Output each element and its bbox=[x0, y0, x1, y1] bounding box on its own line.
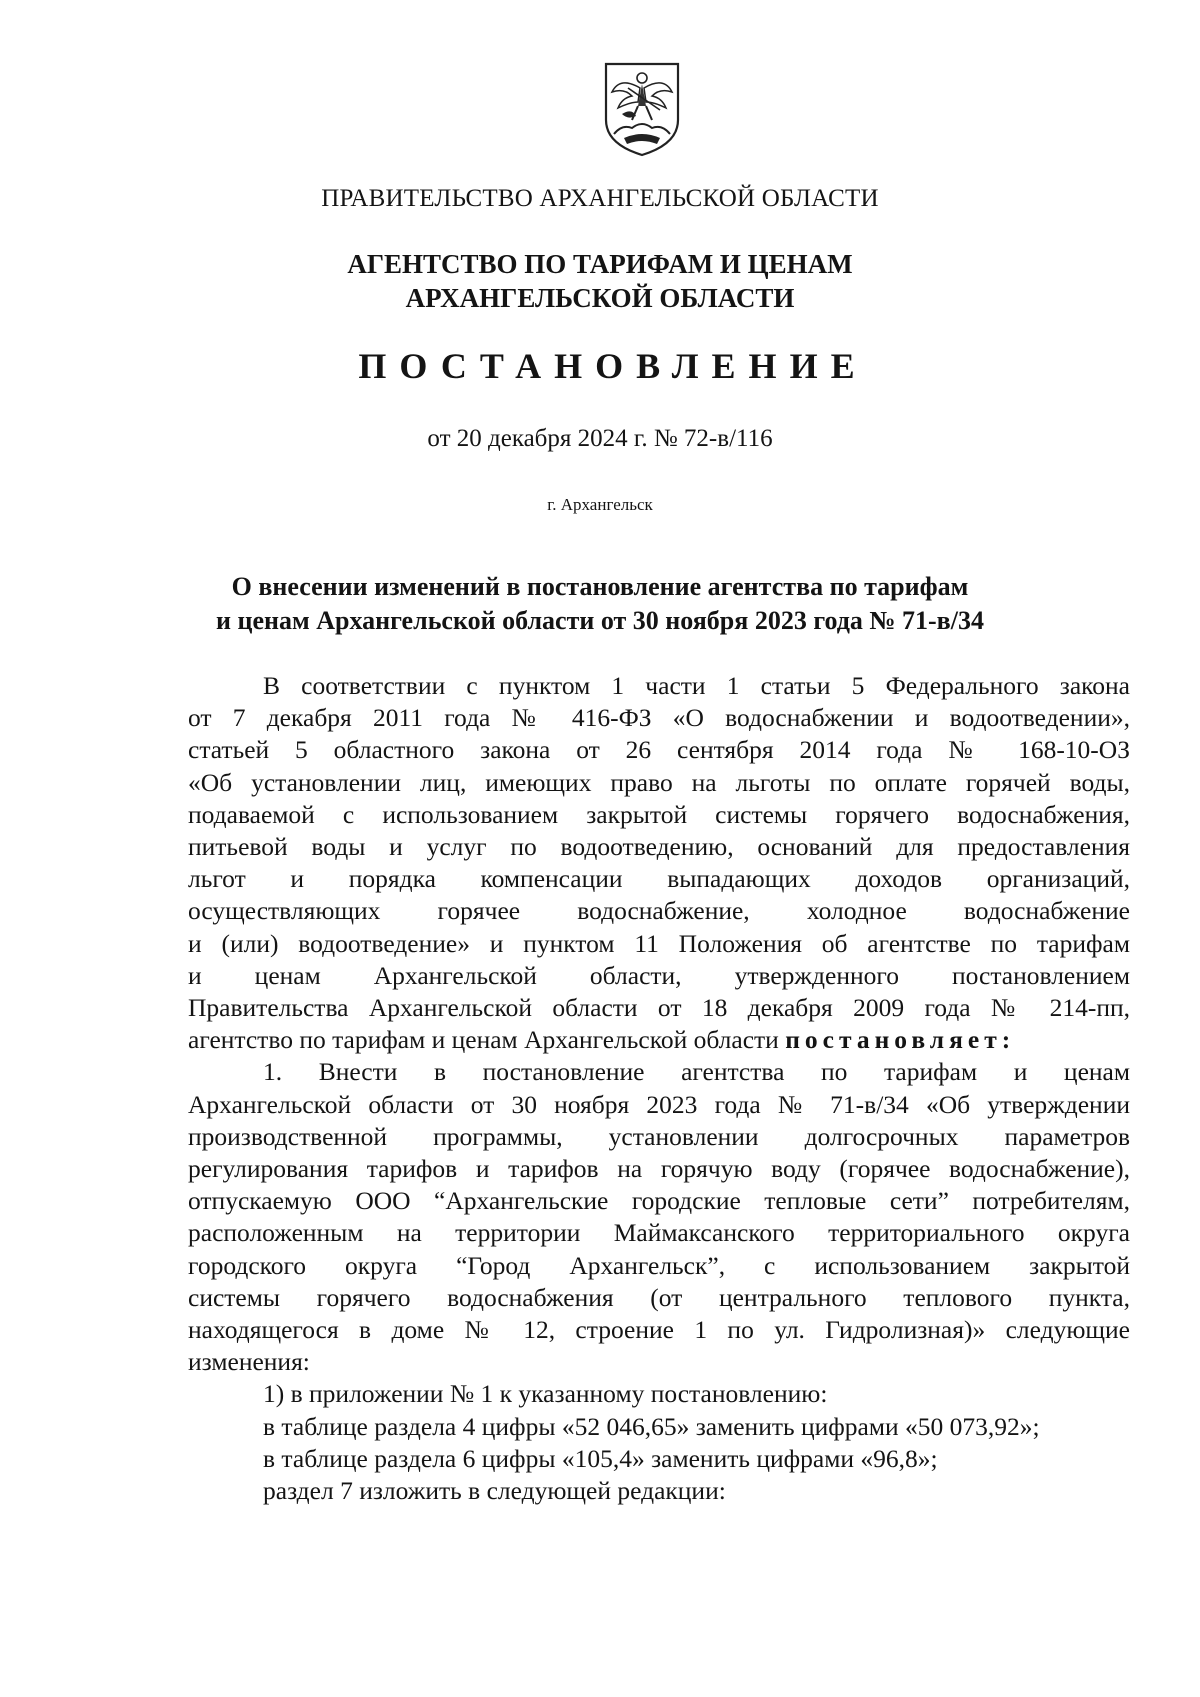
subject-line-2: и ценам Архангельской области от 30 ноября 2023 года № 71-в/34 bbox=[216, 606, 984, 635]
body-line: осуществляющих горячее водоснабжение, холодное водоснабжение bbox=[188, 896, 1130, 926]
body-line: изменения: bbox=[188, 1347, 310, 1377]
body-line: отпускаемую ООО “Архангельские городские тепловые сети” потребителям, bbox=[188, 1186, 1130, 1216]
body-line: «Об установлении лиц, имеющих право на льготы по оплате горячей воды, bbox=[188, 767, 1130, 797]
body-line: льгот и порядка компенсации выпадающих доходов организаций, bbox=[188, 864, 1130, 894]
agency-name-line-2: АРХАНГЕЛЬСКОЙ ОБЛАСТИ bbox=[405, 283, 795, 313]
subject-line-1: О внесении изменений в постановление агентства по тарифам bbox=[231, 572, 969, 601]
body-line: раздел 7 изложить в следующей редакции: bbox=[263, 1476, 726, 1506]
document-date-number: от 20 декабря 2024 г. № 72-в/116 bbox=[427, 425, 773, 452]
body-line: находящегося в доме № 12, строение 1 по ул. Гидролизная)» следующие bbox=[188, 1315, 1130, 1345]
body-line: в таблице раздела 6 цифры «105,4» заменить цифрами «96,8»; bbox=[263, 1443, 938, 1473]
body-line: производственной программы, установлении долгосрочных параметров bbox=[188, 1121, 1130, 1151]
body-line: городского округа “Город Архангельск”, с использованием закрытой bbox=[188, 1250, 1130, 1280]
body-line: подаваемой с использованием закрытой системы горячего водоснабжения, bbox=[188, 799, 1130, 829]
body-line: от 7 декабря 2011 года № 416-ФЗ «О водоснабжении и водоотведении», bbox=[188, 703, 1130, 733]
body-line: системы горячего водоснабжения (от центрального теплового пункта, bbox=[188, 1282, 1130, 1312]
body-line: Архангельской области от 30 ноября 2023 года № 71-в/34 «Об утверждении bbox=[188, 1089, 1130, 1119]
body-line-resolves bbox=[188, 1024, 1130, 1056]
government-name: ПРАВИТЕЛЬСТВО АРХАНГЕЛЬСКОЙ ОБЛАСТИ bbox=[321, 185, 879, 212]
body-line: 1. Внести в постановление агентства по тарифам и ценам bbox=[263, 1057, 1130, 1087]
body-line: расположенным на территории Маймаксанского территориального округа bbox=[188, 1218, 1130, 1248]
document-body bbox=[188, 670, 1130, 1507]
agency-name-line-1: АГЕНТСТВО ПО ТАРИФАМ И ЦЕНАМ bbox=[347, 249, 853, 279]
body-line: регулирования тарифов и тарифов на горячую воду (горячее водоснабжение), bbox=[188, 1154, 1130, 1184]
body-line: в таблице раздела 4 цифры «52 046,65» заменить цифрами «50 073,92»; bbox=[263, 1411, 1040, 1441]
document-city: г. Архангельск bbox=[547, 495, 653, 514]
body-line: В соответствии с пунктом 1 части 1 статьи 5 Федерального закона bbox=[263, 671, 1130, 700]
body-line: питьевой воды и услуг по водоотведению, оснований для предоставления bbox=[188, 832, 1130, 862]
body-line: 1) в приложении № 1 к указанному постановлению: bbox=[263, 1379, 828, 1409]
resolves-word: постановляет: bbox=[785, 1025, 1016, 1055]
body-line: статьей 5 областного закона от 26 сентября 2014 года № 168-10-ОЗ bbox=[188, 735, 1130, 765]
agency-name bbox=[0, 247, 1200, 315]
body-line: и ценам Архангельской области, утвержденного постановлением bbox=[188, 960, 1130, 990]
body-line-text: агентство по тарифам и ценам Архангельской области bbox=[188, 1025, 779, 1055]
body-line: и (или) водоотведение» и пунктом 11 Положения об агентстве по тарифам bbox=[188, 928, 1130, 958]
arkhangelsk-coat-of-arms-emblem bbox=[602, 58, 682, 158]
document-subject bbox=[0, 570, 1200, 638]
body-line: Правительства Архангельской области от 18 декабря 2009 года № 214-пп, bbox=[188, 993, 1130, 1023]
document-type-title: ПОСТАНОВЛЕНИЕ bbox=[358, 346, 868, 386]
